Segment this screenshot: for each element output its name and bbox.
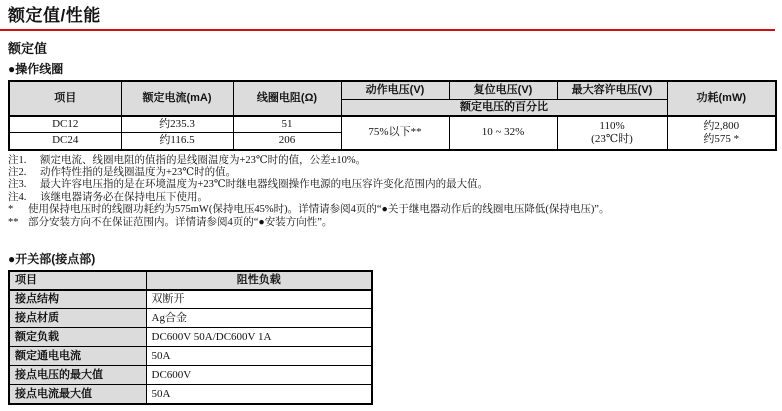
note-2 xyxy=(8,167,778,179)
cell-max-allowable-voltage xyxy=(557,116,667,150)
note-4 xyxy=(8,192,778,204)
col-subheader-percent-of-rated-voltage: 额定电压的百分比 xyxy=(341,99,667,116)
cell-rated-current-dc12: 约235.3 xyxy=(121,116,233,133)
cell-coil-resistance-dc24: 206 xyxy=(233,133,341,150)
cell-contact-material-value: Ag合金 xyxy=(146,309,372,328)
max-allowable-voltage-line1: 110% xyxy=(599,119,625,132)
cell-contact-material-label: 接点材质 xyxy=(9,309,146,328)
cell-release-voltage: 10 ~ 32% xyxy=(449,116,557,150)
cell-max-contact-voltage-label: 接点电压的最大值 xyxy=(9,366,146,385)
cell-coil-resistance-dc12: 51 xyxy=(233,116,341,133)
note-text: 使用保持电压时的线圈功耗约为575mW(保持电压45%时)。详情请参阅4页的“●关于继电器动作后的线圈电压降低(保持电压)”。 xyxy=(28,204,610,216)
col-header-power-consumption: 功耗(mW) xyxy=(667,81,776,116)
coil-notes xyxy=(8,155,778,229)
cell-rated-carrying-current-value: 50A xyxy=(146,347,372,366)
col-header-resistive-load: 阻性负载 xyxy=(146,271,372,290)
section-title-rated-values: 额定值 xyxy=(8,41,48,56)
switch-section-heading: ●开关部(接点部) xyxy=(8,251,96,266)
col-header-release-voltage: 复位电压(V) xyxy=(449,81,557,99)
col-header-item: 项目 xyxy=(9,81,121,116)
cell-max-contact-current-label: 接点电流最大值 xyxy=(9,385,146,404)
page-title: 额定值/性能 xyxy=(8,6,101,25)
power-consumption-line1: 约2,800 xyxy=(703,119,740,132)
table-row xyxy=(9,385,372,404)
col-header-operate-voltage: 动作电压(V) xyxy=(341,81,449,99)
cell-operate-voltage: 75%以下** xyxy=(341,116,449,150)
note-label: ** xyxy=(8,216,19,228)
note-label: 注1. xyxy=(8,154,27,166)
note-text: 最大许容电压指的是在环境温度为+23℃时继电器线圈操作电源的电压容许变化范围内的最大值。 xyxy=(40,179,489,191)
switch-contact-table xyxy=(8,270,373,405)
table-row xyxy=(9,366,372,385)
col-header-rated-current: 额定电流(mA) xyxy=(121,81,233,116)
power-consumption-line2: 约575 * xyxy=(703,132,740,145)
coil-section-heading: ●操作线圈 xyxy=(8,62,64,76)
note-label: 注4. xyxy=(8,191,27,203)
note-label: 注2. xyxy=(8,166,27,178)
note-asterisk xyxy=(8,204,778,216)
operating-coil-table xyxy=(8,80,777,151)
col-header-coil-resistance: 线圈电阻(Ω) xyxy=(233,81,341,116)
table-row xyxy=(9,309,372,328)
note-label: * xyxy=(8,204,14,216)
switch-table-header xyxy=(9,271,372,290)
cell-rated-load-label: 额定负载 xyxy=(9,328,146,347)
max-allowable-voltage-line2: (23℃时) xyxy=(591,132,633,145)
cell-max-contact-current-value: 50A xyxy=(146,385,372,404)
note-3 xyxy=(8,179,778,191)
table-row xyxy=(9,290,372,309)
note-1 xyxy=(8,155,778,167)
coil-table-header xyxy=(9,81,776,116)
cell-rated-load-value: DC600V 50A/DC600V 1A xyxy=(146,328,372,347)
cell-rated-current-dc24: 约116.5 xyxy=(121,133,233,150)
note-text: 动作特性指的是线圈温度为+23℃时的值。 xyxy=(40,166,237,178)
note-label: 注3. xyxy=(8,179,27,191)
table-row xyxy=(9,347,372,366)
note-text: 部分安装方向不在保证范围内。详情请参阅4页的“●安装方向性”。 xyxy=(28,216,333,228)
note-double-asterisk xyxy=(8,217,778,229)
cell-item-dc12: DC12 xyxy=(9,116,121,133)
cell-power-consumption xyxy=(667,116,776,150)
note-text: 该继电器请务必在保持电压下使用。 xyxy=(40,191,208,203)
title-underline-rule xyxy=(0,29,775,31)
note-text: 额定电流、线圈电阻的值指的是线圈温度为+23℃时的值，公差±10%。 xyxy=(40,154,367,166)
cell-item-dc24: DC24 xyxy=(9,133,121,150)
cell-rated-carrying-current-label: 额定通电电流 xyxy=(9,347,146,366)
col-header-item: 项目 xyxy=(9,271,146,290)
table-row xyxy=(9,116,776,133)
col-header-max-allowable-voltage: 最大容许电压(V) xyxy=(557,81,667,99)
table-row xyxy=(9,328,372,347)
cell-contact-arrangement-label: 接点结构 xyxy=(9,290,146,309)
cell-contact-arrangement-value: 双断开 xyxy=(146,290,372,309)
cell-max-contact-voltage-value: DC600V xyxy=(146,366,372,385)
